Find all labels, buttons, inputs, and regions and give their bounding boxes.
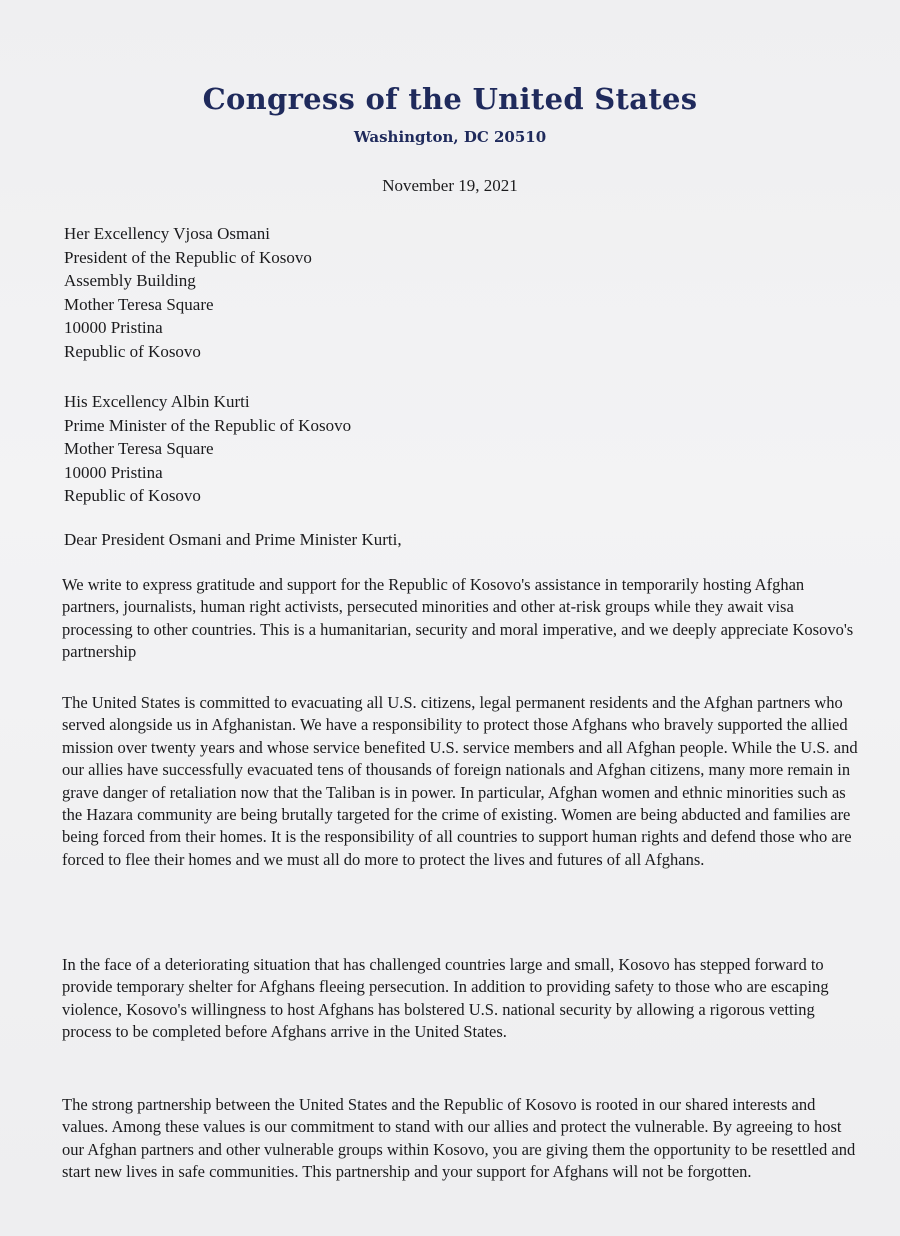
address-line: Republic of Kosovo [64,486,201,506]
address-line: Assembly Building [64,271,196,291]
body-paragraph-1: We write to express gratitude and support for the Republic of Kosovo's assistance in temporarily hosting Afghan partners, journalists, human right activists, persecuted minorities and other at-risk groups while they await visa processing to other countries. This is a humanitarian, security and moral imperative, and we deeply appreciate Kosovo's partnership [62,575,854,662]
address-line: His Excellency Albin Kurti [64,392,250,411]
letterhead-city: Washington, DC 20510 [353,128,547,146]
address-line: Prime Minister of the Republic of Kosovo [64,415,352,435]
address-line: 10000 Pristina [64,462,163,482]
address-line: Mother Teresa Square [64,294,214,314]
letterhead-title: Congress of the United States [202,82,698,116]
recipient-address-president [64,222,312,364]
address-line: Mother Teresa Square [64,439,214,459]
letter-date: November 19, 2021 [382,176,518,195]
recipient-address-prime-minister [64,390,351,508]
address-line: 10000 Pristina [64,318,163,338]
address-line: Republic of Kosovo [64,341,201,361]
salutation: Dear President Osmani and Prime Minister Kurti, [64,530,402,549]
address-line: Her Excellency Vjosa Osmani [64,224,270,243]
body-paragraph-4: The strong partnership between the United States and the Republic of Kosovo is rooted in our shared interests and values. Among these values is our commitment to stand with our allies and protect the vulnerable. By agreeing to host our Afghan partners and other vulnerable groups within Kosovo, you are giving them the opportunity to be resettled and start new lives in safe communities. This partnership and your support for Afghans will not be forgotten. [62,1095,856,1182]
body-paragraph-3: In the face of a deteriorating situation that has challenged countries large and small, Kosovo has stepped forward to provide temporary shelter for Afghans fleeing persecution. In addition to providing safety to those who are escaping violence, Kosovo's willingness to host Afghans has bolstered U.S. national security by allowing a rigorous vetting process to be completed before Afghans arrive in the United States. [62,955,829,1042]
body-paragraph-2: The United States is committed to evacuating all U.S. citizens, legal permanent residents and the Afghan partners who served alongside us in Afghanistan. We have a responsibility to protect those Afghans who bravely supported the allied mission over twenty years and whose service benefited U.S. service members and all Afghan people. While the U.S. and our allies have successfully evacuated tens of thousands of foreign nationals and Afghan citizens, many more remain in grave danger of retaliation now that the Taliban is in power. In particular, Afghan women and ethnic minorities such as the Hazara community are being brutally targeted for the crime of existing. Women are being abducted and families are being forced from their homes. It is the responsibility of all countries to support human rights and defend those who are forced to flee their homes and we must all do more to protect the lives and futures of all Afghans. [62,693,858,869]
address-line: President of the Republic of Kosovo [64,247,312,267]
